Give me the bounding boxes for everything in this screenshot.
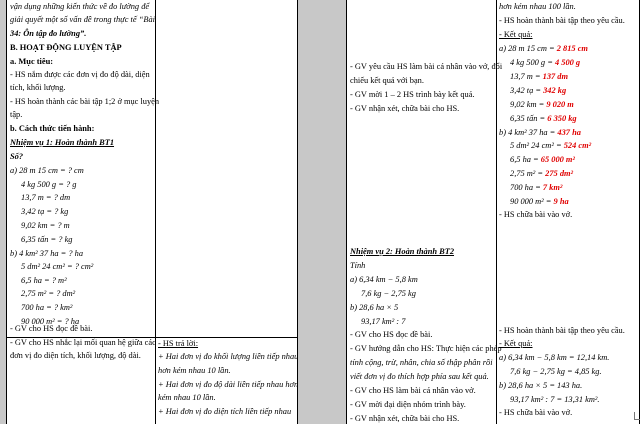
text-line: a) 28 m 15 cm = ? cm: [10, 166, 84, 175]
text-line: - HS nắm được các đơn vị đo độ dài, diện: [10, 70, 150, 79]
text-line: 7,6 kg − 2,75 kg = 4,85 kg.: [510, 367, 602, 376]
expression: 6,5 ha =: [510, 155, 541, 164]
text-line: - GV cho HS đọc đề bài.: [350, 330, 433, 339]
expression: 5 dm² 24 cm² =: [510, 141, 564, 150]
text-line: - GV cho HS đọc đề bài.: [10, 324, 93, 333]
document-page-right: [346, 0, 640, 424]
text-line: hơn kém nhau 100 lần.: [499, 2, 576, 11]
text-line: - HS hoàn thành các bài tập 1;2 ở mục luyện: [10, 97, 160, 106]
text-line: [510, 114, 577, 124]
text-line: kém nhau 10 lần.: [158, 393, 216, 402]
text-line: 7,6 kg − 2,75 kg: [361, 289, 416, 298]
text-line: tập.: [10, 110, 23, 119]
text-line: - HS trả lời:: [158, 339, 199, 348]
answer-value: 437 ha: [557, 128, 581, 137]
text-line: 13,7 m = ? dm: [21, 193, 71, 202]
text-line: 6,5 ha = ? m²: [21, 276, 67, 285]
text-line: vận dụng những kiến thức về đo lường để: [10, 2, 150, 11]
text-line: Số?: [10, 152, 24, 161]
text-line: - HS chữa bài vào vở.: [499, 210, 573, 219]
text-line: 93,17 km² : 7 = 13,31 km².: [510, 395, 600, 404]
text-line: 90 000 m² = ? ha: [21, 317, 80, 326]
document-page-left: [6, 0, 298, 424]
text-line: [510, 169, 573, 179]
text-line: 93,17 km² : 7: [361, 317, 406, 326]
text-line: B. HOẠT ĐỘNG LUYỆN TẬP: [10, 43, 122, 52]
text-line: [510, 155, 575, 165]
text-line: a) 6,34 km − 5,8 km = 12,14 km.: [499, 353, 610, 362]
text-line: hơn kém nhau 10 lần.: [158, 366, 231, 375]
text-line: [510, 100, 574, 110]
text-line: 5 dm² 24 cm² = ? cm²: [21, 262, 94, 271]
expression: a) 28 m 15 cm =: [499, 44, 557, 53]
text-line: [510, 58, 580, 68]
text-line: [510, 141, 591, 151]
text-line: 4 kg 500 g = ? g: [21, 180, 77, 189]
text-line: tính cộng, trừ, nhân, chia số thập phân rồi: [350, 358, 493, 367]
text-line: b) 4 km² 37 ha = ? ha: [10, 249, 84, 258]
text-line: - GV nhận xét, chữa bài cho HS.: [350, 104, 460, 113]
answer-value: 524 cm²: [563, 141, 592, 150]
text-line: - GV mời 1 – 2 HS trình bày kết quả.: [350, 90, 475, 99]
text-line: + Hai đơn vị đo diện tích liền tiếp nhau: [158, 407, 292, 416]
text-line: tích, khối lượng.: [10, 83, 66, 92]
text-line: [510, 72, 568, 82]
text-line: 2,75 m² = ? dm²: [21, 289, 76, 298]
answer-value: 275 dm²: [545, 169, 574, 178]
answer-value: 342 kg: [543, 86, 567, 95]
text-line: chiếu kết quả với bạn.: [350, 76, 424, 85]
text-line: Tính: [350, 261, 366, 270]
text-line: - HS hoàn thành bài tập theo yêu cầu.: [499, 16, 625, 25]
text-line: [510, 197, 569, 207]
text-line: - Kết quả:: [499, 30, 533, 39]
answer-value: 7 km²: [542, 183, 563, 192]
expression: 90 000 m² =: [510, 197, 554, 206]
answer-value: 9 020 m: [546, 100, 574, 109]
expression: 3,42 tạ =: [510, 86, 544, 95]
text-line: + Hai đơn vị đo khối lượng liền tiếp nhau: [158, 352, 298, 361]
text-line: 9,02 km = ? m: [21, 221, 70, 230]
text-line: b) 28,6 ha × 5 = 143 ha.: [499, 381, 583, 390]
expression: 6,35 tấn =: [510, 114, 548, 123]
text-line: 6,35 tấn = ? kg: [21, 235, 73, 244]
text-line: - GV cho HS nhắc lại mối quan hệ giữa các: [10, 338, 156, 347]
page-margin-mark: [634, 412, 640, 420]
text-line: giải quyết một số vấn đề trong thực tế “Bài: [10, 15, 155, 24]
expression: 13,7 m =: [510, 72, 543, 81]
text-line: 3,42 tạ = ? kg: [21, 207, 69, 216]
text-line: a) 6,34 km − 5,8 km: [350, 275, 418, 284]
text-line: b) 28,6 ha × 5: [350, 303, 399, 312]
text-line: 700 ha = ? km²: [21, 303, 73, 312]
text-line: 34: Ôn tập đo lường”.: [10, 29, 87, 38]
text-line: b. Cách thức tiến hành:: [10, 124, 95, 133]
answer-value: 2 815 cm: [556, 44, 588, 53]
text-line: - GV yêu cầu HS làm bài cá nhân vào vở, đổi: [350, 62, 503, 71]
text-line: - GV nhận xét, chữa bài cho HS.: [350, 414, 460, 423]
expression: b) 4 km² 37 ha =: [499, 128, 558, 137]
answer-value: 9 ha: [553, 197, 569, 206]
text-line: đơn vị đo diện tích, khối lượng, độ dài.: [10, 351, 141, 360]
expression: 700 ha =: [510, 183, 543, 192]
text-line: - HS chữa bài vào vở.: [499, 408, 573, 417]
text-line: Nhiệm vụ 1: Hoàn thành BT1: [10, 138, 115, 147]
column-divider: [155, 0, 156, 424]
answer-value: 6 350 kg: [547, 114, 577, 123]
text-line: [499, 128, 581, 138]
text-line: - Kết quả:: [499, 339, 533, 348]
expression: 4 kg 500 g =: [510, 58, 555, 67]
answer-value: 65 000 m²: [540, 155, 575, 164]
text-line: [499, 44, 588, 54]
text-line: - GV mời đại diện nhóm trình bày.: [350, 400, 466, 409]
text-line: - GV cho HS làm bài cá nhân vào vở.: [350, 386, 476, 395]
expression: 2,75 m² =: [510, 169, 546, 178]
text-line: [510, 183, 562, 193]
text-line: a. Mục tiêu:: [10, 57, 54, 66]
text-line: Nhiệm vụ 2: Hoàn thành BT2: [350, 247, 455, 256]
answer-value: 137 dm: [542, 72, 568, 81]
answer-value: 4 500 g: [554, 58, 581, 67]
text-line: [510, 86, 566, 96]
text-line: viết đơn vị đo thích hợp phía sau kết quả.: [350, 372, 489, 381]
text-line: - GV hướng dẫn cho HS: Thực hiện các phép: [350, 344, 502, 353]
text-line: - HS hoàn thành bài tập theo yêu cầu.: [499, 326, 625, 335]
expression: 9,02 km =: [510, 100, 547, 109]
text-line: + Hai đơn vị đo độ dài liền tiếp nhau hơn: [158, 380, 298, 389]
